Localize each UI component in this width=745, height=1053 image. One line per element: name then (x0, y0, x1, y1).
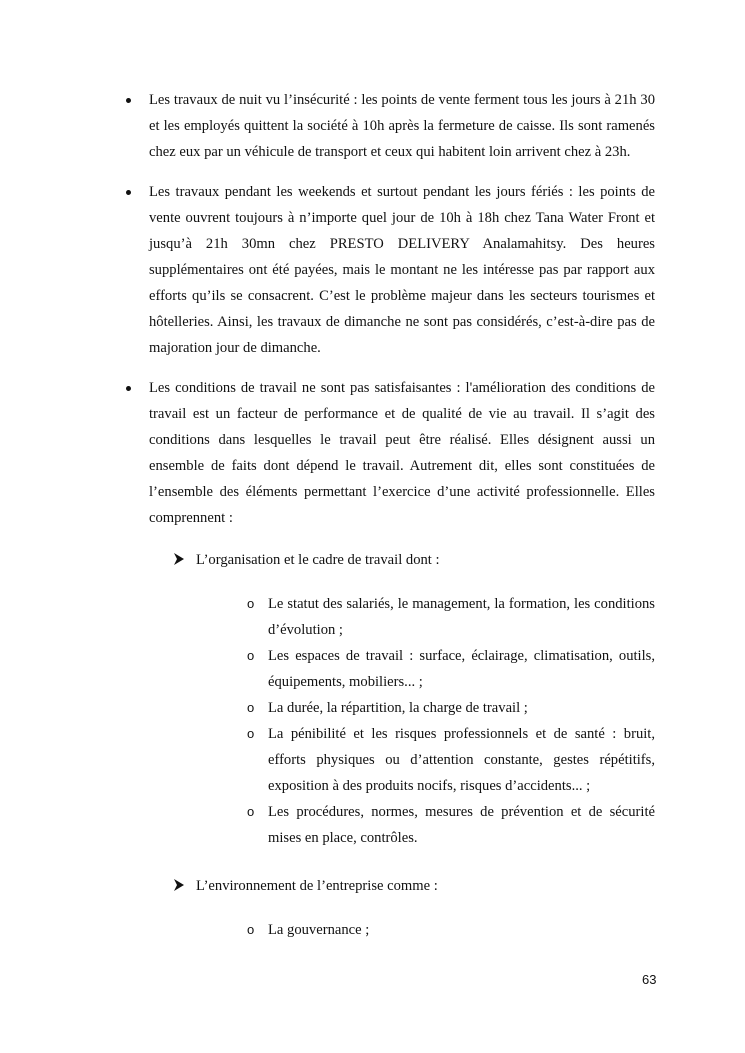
arrow-bullet-icon (174, 879, 184, 891)
bullet-dot-icon (126, 386, 131, 391)
bullet-item-night-work (0, 87, 655, 165)
bullet-dot-icon (126, 98, 131, 103)
arrow-item-organisation (149, 547, 655, 851)
list-item-text: Les procédures, normes, mesures de prévention et de sécurité mises en place, contrôles. (268, 804, 655, 846)
bullet-item-weekend-work (0, 179, 655, 361)
o-sublist (196, 917, 655, 943)
o-bullet-icon: o (247, 804, 255, 819)
bullet-list (0, 87, 745, 963)
o-bullet-icon: o (247, 648, 255, 663)
arrow-item-environment (149, 873, 655, 943)
list-item (196, 695, 655, 721)
list-item-text: Le statut des salariés, le management, la formation, les conditions d’évolution ; (268, 596, 655, 638)
arrow-bullet-icon (174, 553, 184, 565)
page-number: 63 (642, 972, 657, 987)
list-item-text: La durée, la répartition, la charge de travail ; (268, 700, 528, 716)
o-bullet-icon: o (247, 700, 255, 715)
bullet-item-working-conditions (0, 375, 655, 943)
list-item-text: La pénibilité et les risques professionnels et de santé : bruit, efforts physiques ou d’attention constante, gestes répétitifs, exposition à des produits nocifs, risques d’accidents... ; (268, 726, 655, 794)
list-item (196, 643, 655, 695)
bullet-text: Les travaux pendant les weekends et surtout pendant les jours fériés : les points de vente ouvrent toujours à n’importe quel jour de 10h à 18h chez Tana Water Front et jusqu’à 21h 30mn chez PRESTO DELIVERY Analamahitsy. Des heures supplémentaires ont été payées, mais le montant ne les intéresse pas par rapport aux efforts qu’ils se consacrent. C’est le problème majeur dans les secteurs tourismes et hôtelleries. Ainsi, les travaux de dimanche ne sont pas considérés, c’est-à-dire pas de majoration jour de dimanche. (149, 184, 655, 356)
bullet-dot-icon (126, 190, 131, 195)
bullet-text: Les travaux de nuit vu l’insécurité : les points de vente ferment tous les jours à 21h 30 et les employés quittent la société à 10h après la fermeture de caisse. Ils sont ramenés chez eux par un véhicule de transport et ceux qui habitent loin arrivent chez à 23h. (149, 92, 655, 160)
list-item (196, 799, 655, 851)
arrow-item-text: L’environnement de l’entreprise comme : (196, 878, 438, 894)
o-bullet-icon: o (247, 596, 255, 611)
o-bullet-icon: o (247, 726, 255, 741)
list-item-text: La gouvernance ; (268, 922, 370, 938)
bullet-text: Les conditions de travail ne sont pas satisfaisantes : l'amélioration des conditions de travail est un facteur de performance et de qualité de vie au travail. Il s’agit des conditions dans lesquelles le travail peut être réalisé. Elles désignent aussi un ensemble de faits dont dépend le travail. Autrement dit, elles sont constituées de l’ensemble des éléments permettant l’exercice d’une activité professionnelle. Elles comprennent : (149, 380, 655, 526)
o-sublist (196, 591, 655, 851)
list-item-text: Les espaces de travail : surface, éclairage, climatisation, outils, équipements, mobiliers... ; (268, 648, 655, 690)
list-item (196, 917, 655, 943)
list-item (196, 721, 655, 799)
o-bullet-icon: o (247, 922, 255, 937)
arrow-sublist (149, 547, 655, 943)
arrow-item-text: L’organisation et le cadre de travail dont : (196, 552, 440, 568)
list-item (196, 591, 655, 643)
